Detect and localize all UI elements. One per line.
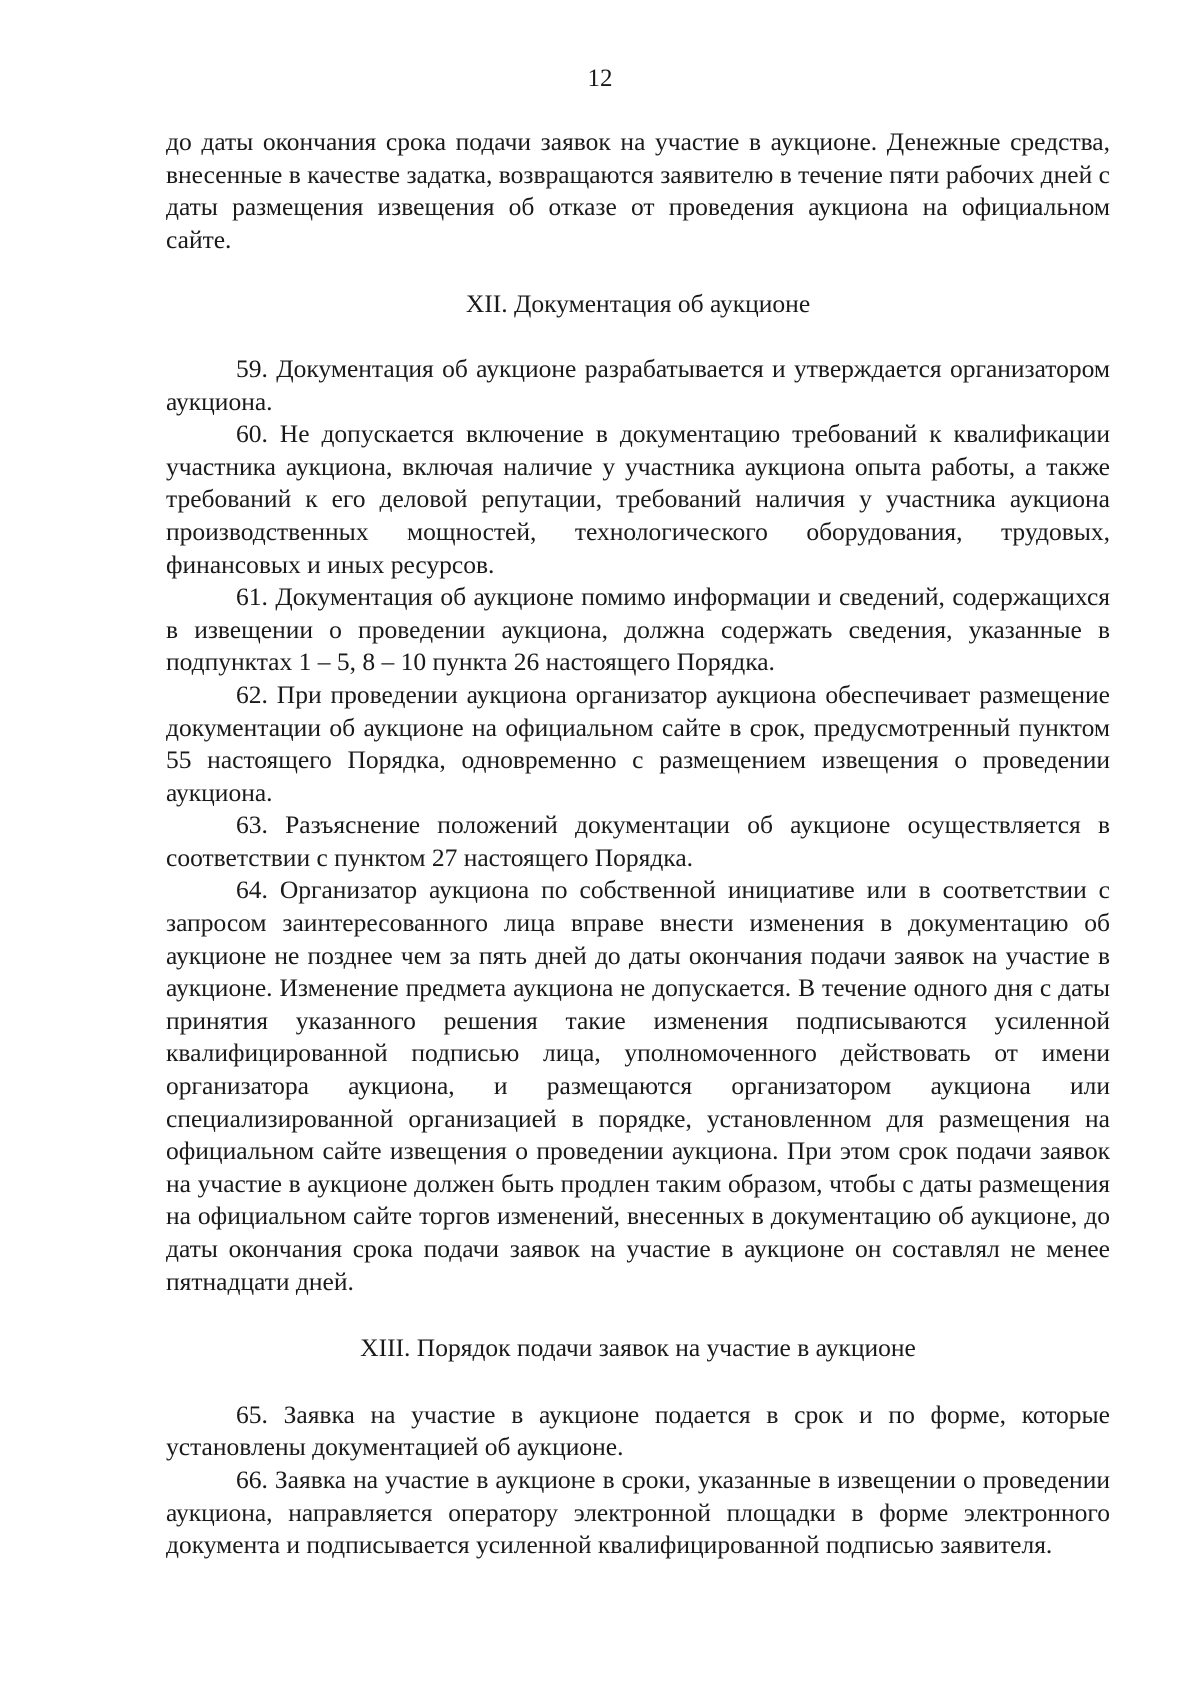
paragraph-59: 59. Документация об аукционе разрабатывается и утверждается организатором аукциона. (166, 353, 1110, 416)
paragraph-62: 62. При проведении аукциона организатор аукциона обеспечивает размещение документации об аукционе на официальном сайте в срок, предусмотренный пунктом 55 настоящего Порядка, одновременно с размещением извещения о проведении аукциона. (166, 679, 1110, 807)
opening-paragraph: до даты окончания срока подачи заявок на участие в аукционе. Денежные средства, внесенные в качестве задатка, возвращаются заявителю в течение пяти рабочих дней с даты размещения извещения об отказе от проведения аукциона на официальном сайте. (166, 127, 1110, 254)
document-body (166, 126, 1110, 1562)
paragraph-60: 60. Не допускается включение в документацию требований к квалификации участника аукциона, включая наличие у участника аукциона опыта работы, а также требований к его деловой репутации, требований наличия у участника аукциона производственных мощностей, технологического оборудования, трудовых, финансовых и иных ресурсов. (166, 419, 1110, 579)
section-heading-xii: XII. Документация об аукционе (465, 289, 811, 319)
paragraph-63: 63. Разъяснение положений документации об аукционе осуществляется в соответствии с пунктом 27 настоящего Порядка. (166, 810, 1110, 872)
paragraph-61: 61. Документация об аукционе помимо информации и сведений, содержащихся в извещении о проведении аукциона, должна содержать сведения, указанные в подпунктах 1 – 5, 8 – 10 пункта 26 настоящего Порядка. (166, 582, 1110, 677)
paragraph-65: 65. Заявка на участие в аукционе подается в срок и по форме, которые установлены документацией об аукционе. (166, 1399, 1110, 1462)
section-heading-xiii: XIII. Порядок подачи заявок на участие в аукционе (360, 1333, 916, 1363)
paragraph-66: 66. Заявка на участие в аукционе в сроки, указанные в извещении о проведении аукциона, направляется оператору электронной площадки в форме электронного документа и подписывается усиленной квалифицированной подписью заявителя. (166, 1464, 1110, 1560)
paragraph-64: 64. Организатор аукциона по собственной инициативе или в соответствии с запросом заинтересованного лица вправе внести изменения в документацию об аукционе не позднее чем за пять дней до даты окончания подачи заявок на участие в аукционе. Изменение предмета аукциона не допускается. В течение одного дня с даты принятия указанного решения такие изменения подписываются усиленной квалифицированной подписью лица, уполномоченного действовать от имени организатора аукциона, и размещаются организатором аукциона или специализированной организацией в порядке, установленном для размещения на официальном сайте извещения о проведении аукциона. При этом срок подачи заявок на участие в аукционе должен быть продлен таким образом, чтобы с даты размещения на официальном сайте торгов изменений, внесенных в документацию об аукционе, до даты окончания срока подачи заявок на участие в аукционе он составлял не менее пятнадцати дней. (166, 875, 1110, 1296)
page-number: 12 (587, 65, 613, 92)
